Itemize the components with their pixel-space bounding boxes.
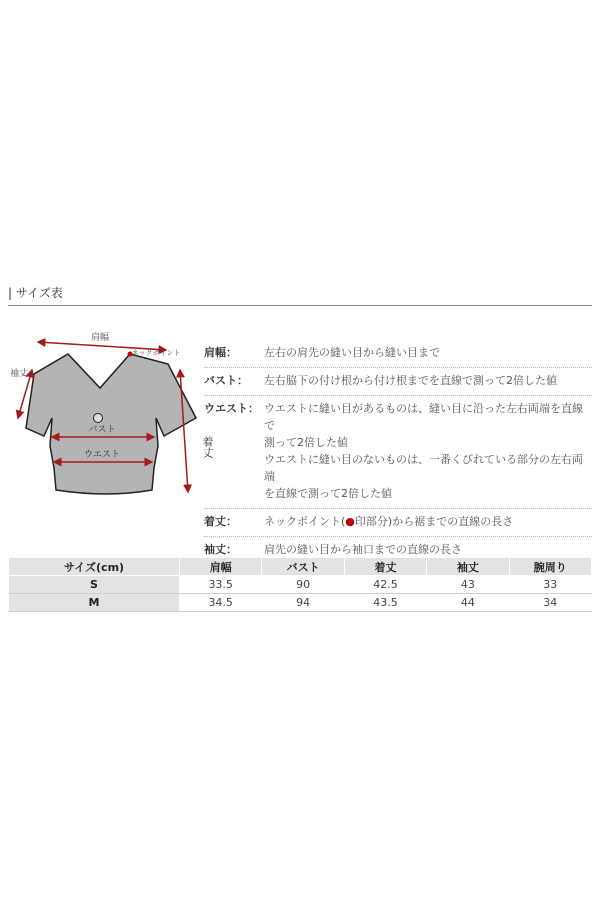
table-header-row [9, 558, 592, 576]
table-cell: 43 [427, 576, 509, 594]
table-cell: 43.5 [344, 594, 426, 612]
definition-shoulder [204, 340, 592, 368]
table-header: 肩幅 [180, 558, 262, 576]
definition-term: バスト： [204, 374, 248, 387]
measurement-definitions [204, 340, 592, 565]
section-title: | サイズ表 [8, 286, 63, 300]
definition-bust [204, 368, 592, 396]
definition-text: 肩先の縫い目から袖口までの直線の長さ [264, 543, 462, 556]
table-cell: S [9, 576, 180, 594]
table-header: 着丈 [344, 558, 426, 576]
table-row [9, 576, 592, 594]
definition-waist [204, 396, 592, 509]
button-mark [94, 414, 103, 423]
definition-length [204, 509, 592, 537]
table-cell: 34 [509, 594, 591, 612]
definition-term: 袖丈： [204, 543, 237, 556]
definition-text: 左右の肩先の縫い目から縫い目まで [264, 346, 440, 359]
table-header: バスト [262, 558, 344, 576]
length-label-text: 着丈 [192, 436, 214, 449]
sleeve-label: 袖丈 [10, 369, 29, 379]
table-cell: 33 [509, 576, 591, 594]
section-divider [8, 305, 592, 306]
table-cell: 34.5 [180, 594, 262, 612]
bust-label: バスト [88, 425, 116, 435]
neck-point-dot-icon: ● [345, 515, 355, 528]
shoulder-label: 肩幅 [90, 333, 110, 343]
table-cell: 90 [262, 576, 344, 594]
definition-text: ウエストに縫い目があるものは、縫い目に沿った左右両端を直線で 測って2倍した値 ウエストに縫い目のないものは、一番くびれている部分の左右両端 を直線で測って2倍した値 [264, 402, 583, 500]
table-header: 腕周り [509, 558, 591, 576]
neck-point-label: ネックポイント [131, 349, 181, 357]
definition-term: ウエスト： [204, 402, 259, 415]
table-cell: 33.5 [180, 576, 262, 594]
definition-term: 肩幅： [204, 346, 237, 359]
table-row [9, 594, 592, 612]
garment-diagram [8, 330, 214, 500]
definition-text: 左右脇下の付け根から付け根までを直線で測って2倍した値 [264, 374, 557, 387]
size-table [8, 557, 592, 612]
length-arrow [180, 370, 188, 492]
table-header: 袖丈 [427, 558, 509, 576]
waist-label: ウエスト [83, 450, 121, 460]
table-cell: 42.5 [344, 576, 426, 594]
table-cell: M [9, 594, 180, 612]
table-cell: 44 [427, 594, 509, 612]
definition-text: ネックポイント(●印部分)から裾までの直線の長さ [264, 515, 514, 528]
table-header: サイズ(cm) [9, 558, 180, 576]
table-cell: 94 [262, 594, 344, 612]
definition-term: 着丈： [204, 515, 237, 528]
